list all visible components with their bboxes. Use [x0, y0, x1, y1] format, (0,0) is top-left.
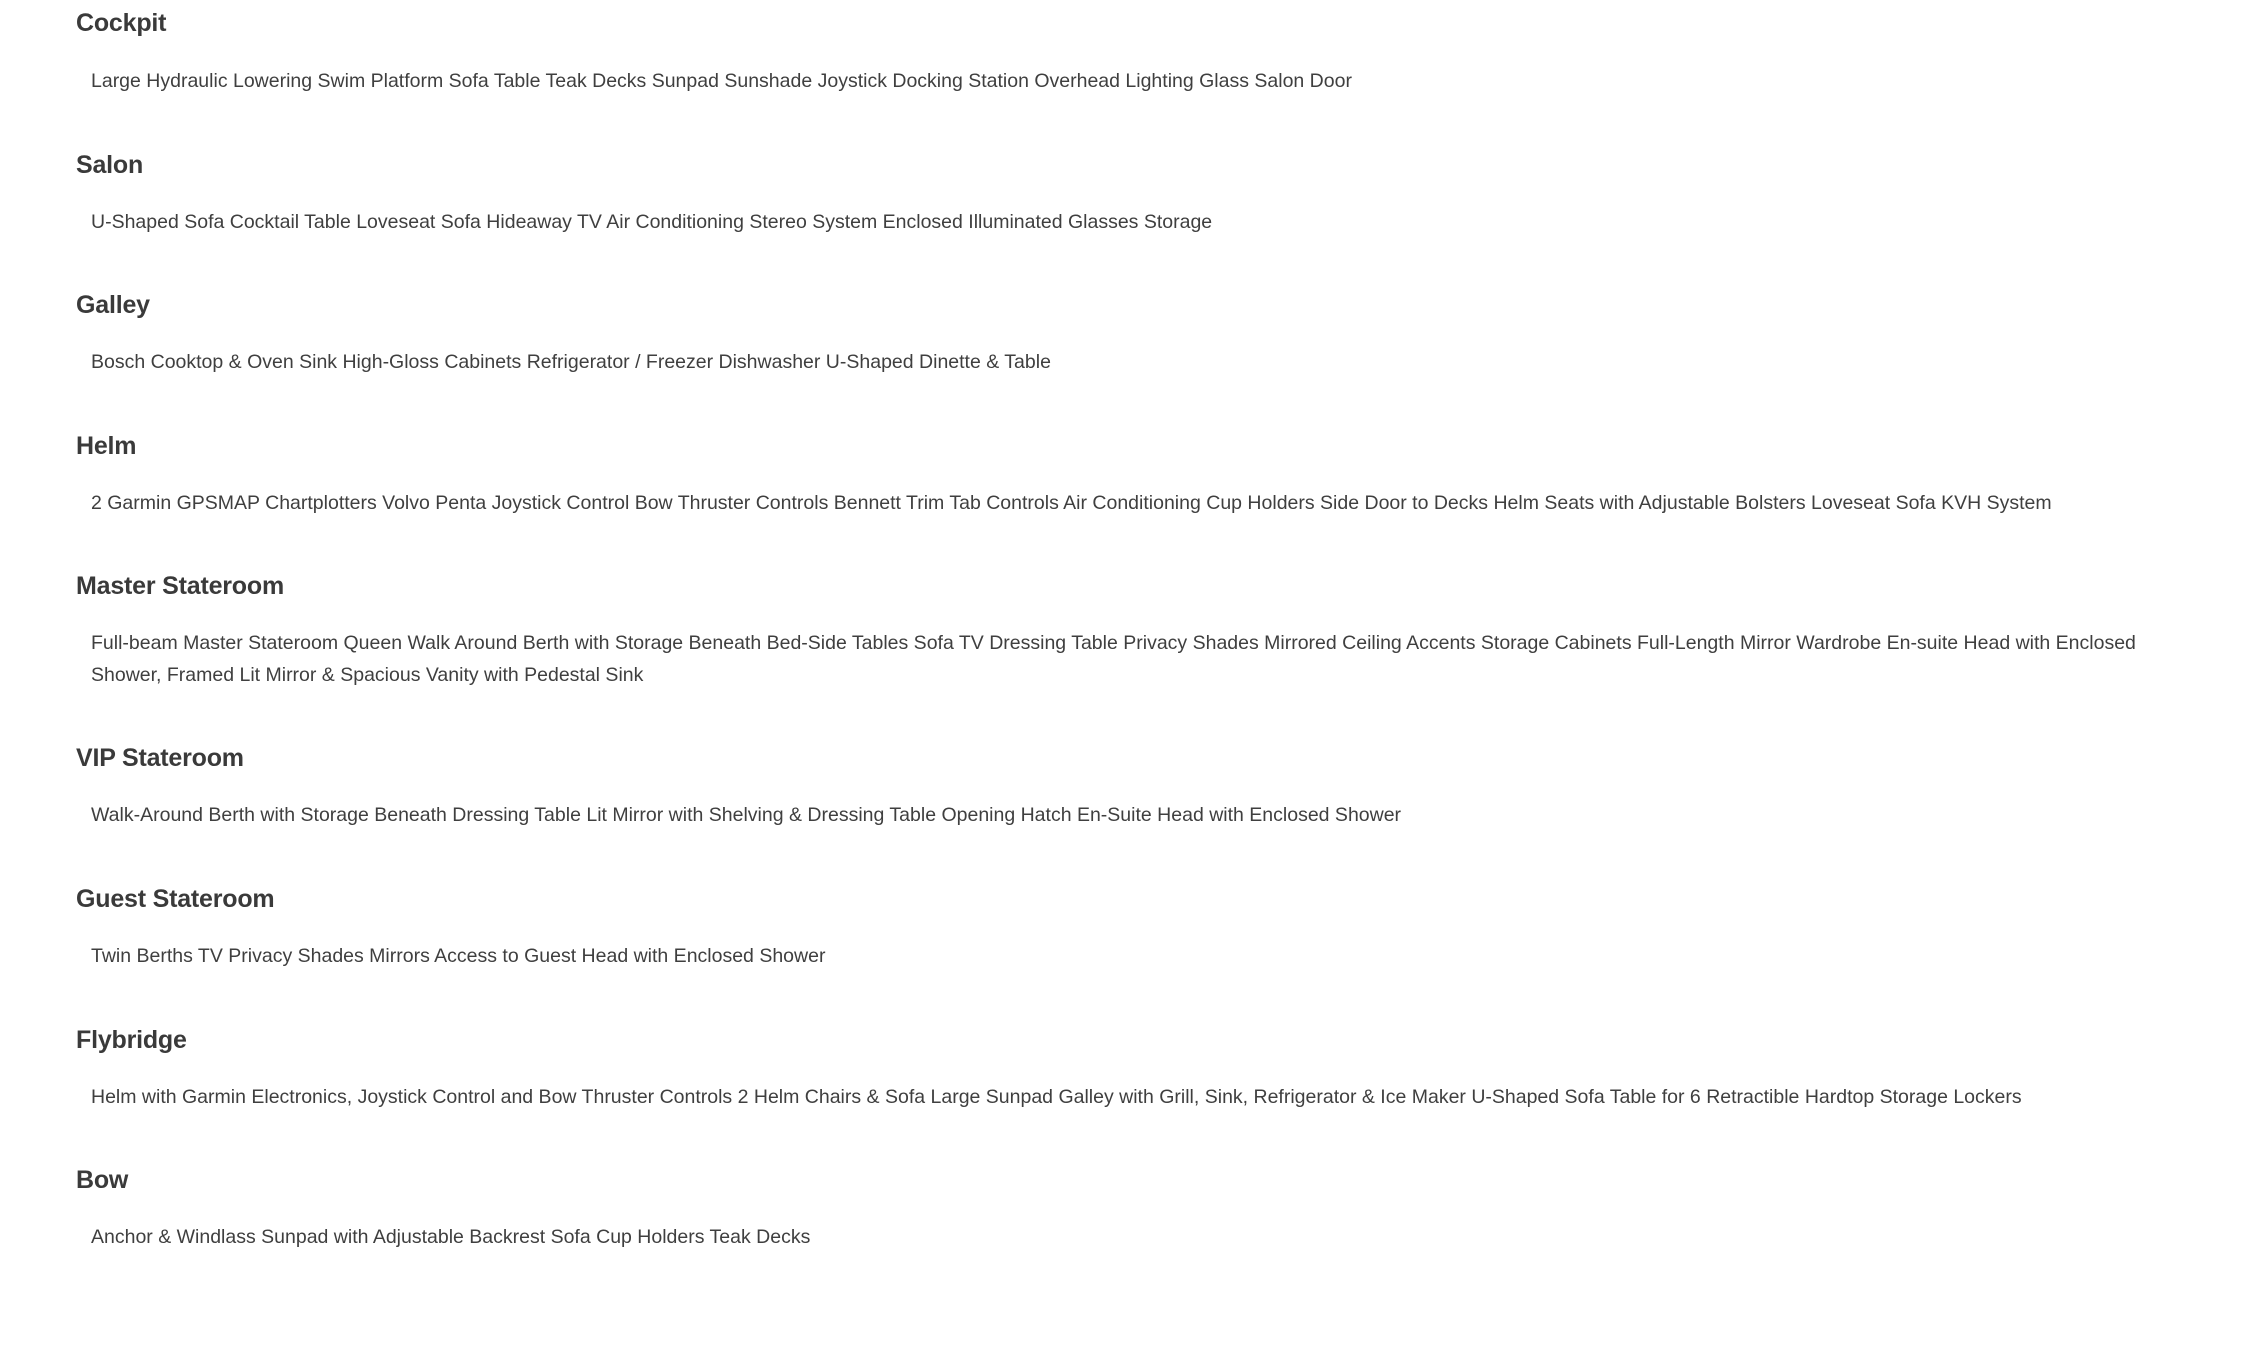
- section-heading: Helm: [76, 431, 137, 460]
- section-body: Anchor & Windlass Sunpad with Adjustable Backrest Sofa Cup Holders Teak Decks: [91, 1226, 811, 1249]
- section-body: 2 Garmin GPSMAP Chartplotters Volvo Penta Joystick Control Bow Thruster Controls Bennett Trim Tab Controls Air Conditioning Cup Holders Side Door to Decks Helm Seats with Adjustable Bolsters Loveseat Sofa KVH System: [91, 491, 2052, 514]
- spec-section-cockpit: [76, 0, 2184, 98]
- section-heading: VIP Stateroom: [76, 744, 244, 773]
- section-heading: Bow: [76, 1166, 129, 1195]
- section-heading: Flybridge: [76, 1025, 187, 1054]
- spec-section-flybridge: [76, 973, 2184, 1114]
- section-body: Walk-Around Berth with Storage Beneath Dressing Table Lit Mirror with Shelving & Dressing Table Opening Hatch En-Suite Head with Enclosed Shower: [91, 804, 1402, 827]
- spec-section-salon: [76, 98, 2184, 239]
- section-body: Large Hydraulic Lowering Swim Platform Sofa Table Teak Decks Sunpad Sunshade Joystick Docking Station Overhead Lighting Glass Salon Door: [91, 70, 1352, 92]
- spec-section-master-stateroom: [76, 519, 2184, 691]
- section-heading: Guest Stateroom: [76, 885, 275, 914]
- section-heading: Salon: [76, 150, 144, 179]
- spec-section-helm: [76, 379, 2184, 520]
- section-body: Twin Berths TV Privacy Shades Mirrors Access to Guest Head with Enclosed Shower: [91, 945, 826, 968]
- section-heading: Cockpit: [76, 9, 167, 37]
- spec-section-vip-stateroom: [76, 691, 2184, 832]
- section-body: U-Shaped Sofa Cocktail Table Loveseat Sofa Hideaway TV Air Conditioning Stereo System Enclosed Illuminated Glasses Storage: [91, 210, 1213, 233]
- spec-section-bow: [76, 1113, 2184, 1254]
- spec-section-galley: [76, 238, 2184, 379]
- section-body: Helm with Garmin Electronics, Joystick Control and Bow Thruster Controls 2 Helm Chairs & Sofa Large Sunpad Galley with Grill, Sink, Refrigerator & Ice Maker U-Shaped Sofa Table for 6 Retractible Hardtop Storage Lockers: [91, 1085, 2022, 1108]
- section-body: Full-beam Master Stateroom Queen Walk Around Berth with Storage Beneath Bed-Side Tables Sofa TV Dressing Table Privacy Shades Mirrored Ceiling Accents Storage Cabinets Full-Length Mirror Wardrobe En-suite Head with Enclosed Shower, Framed Lit Mirror & Spacious Vanity with Pedestal Sink: [91, 632, 2136, 686]
- spec-section-guest-stateroom: [76, 832, 2184, 973]
- section-body: Bosch Cooktop & Oven Sink High-Gloss Cabinets Refrigerator / Freezer Dishwasher U-Shaped Dinette & Table: [91, 351, 1051, 374]
- section-heading: Galley: [76, 291, 150, 320]
- section-heading: Master Stateroom: [76, 572, 284, 601]
